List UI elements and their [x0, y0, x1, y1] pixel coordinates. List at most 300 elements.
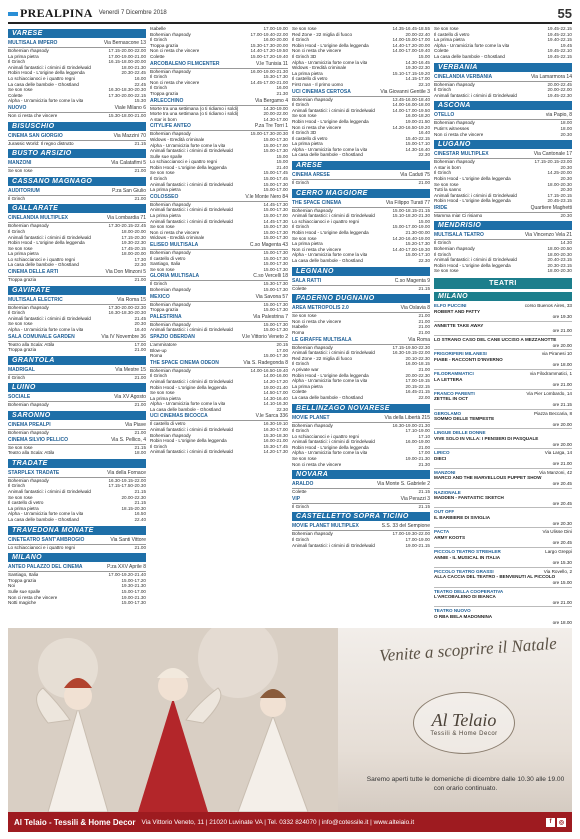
film-title: Animali fantastici: i crimini di Grindelwald [150, 181, 233, 187]
film-title: Animali fantastici: i crimini di Grindelwald [434, 92, 517, 98]
theatre-address: via Piranesi 10 [541, 351, 572, 357]
theatre-show: LA LETTERA [434, 376, 463, 382]
film-row [8, 517, 146, 523]
theatre-entry [434, 588, 572, 608]
theatre-address: via Filodrammatici, 1 [529, 370, 572, 376]
theatre-address: Via Ulisse Dini [542, 529, 572, 535]
film-times: 17.15-20.15-23.00 [534, 159, 572, 165]
film-title: Lo schiaccianoci e i quattro regni [292, 433, 359, 439]
cinema-name: PALESTRINA [150, 313, 182, 320]
film-title: Alpha - Un'amicizia forte come la vita [434, 42, 510, 48]
film-times: 14.00-16.50-19.40 [250, 367, 288, 373]
film-title: Robin Hood - L'origine della leggenda [434, 175, 511, 181]
film-times: 15.00-17.30 [263, 181, 288, 187]
film-times: 15.00-17.30 [263, 307, 288, 313]
film-title: Roma [150, 353, 163, 359]
newspaper-logo [8, 6, 93, 21]
film-times: 17.00-19.15 [405, 378, 430, 384]
film-title: La casa delle bambole - Ghostland [8, 516, 79, 522]
film-row [8, 450, 146, 456]
film-title: Il Grinch [8, 228, 26, 234]
film-times: 21.30 [276, 90, 288, 96]
film-times: 22.30 [418, 152, 430, 158]
film-times: 20.30-23.15 [547, 262, 572, 268]
cinema-name: CINEMA PREALPI [8, 422, 51, 428]
theatre-time: ore 15.00 [552, 579, 572, 585]
film-title: Troppa grazia [150, 307, 179, 313]
film-times: 21.00 [134, 402, 146, 408]
film-times: 16.40 [134, 327, 146, 333]
film-times: 14.30 [560, 240, 572, 246]
film-times: 17.00-19.00 [263, 26, 288, 31]
facebook-icon[interactable]: f [546, 818, 555, 827]
cinema-address: Via Savona 57 [255, 293, 288, 300]
film-times: 20.00-22.00 [547, 87, 572, 93]
theatre-venue: NAZIONALE [434, 489, 461, 495]
cinema-address: Quartiere Maghetti [530, 204, 572, 211]
film-times: 21.00 [418, 329, 430, 335]
film-title: Red Zone - 22 miglia di fuoco [292, 355, 353, 361]
film-times: 15.00-17.00 [263, 187, 288, 193]
cinema-name: MANZONI [8, 160, 32, 167]
film-title: La prima pietra [150, 213, 181, 219]
film-title: Colette [292, 389, 307, 395]
region-header: VERBANIA [434, 63, 572, 72]
theatre-time: ore 15.30 [552, 560, 572, 566]
cinema-name: THE SPACE CINEMA ODEON [150, 359, 219, 366]
film-row [150, 449, 288, 455]
region-header: SARONNO [8, 411, 146, 420]
cinema-address: Via S. Radegonda 8 [243, 359, 288, 366]
cinema-name: GLORIA MULTISALA [150, 273, 200, 280]
film-title: Robin Hood - L'origine della leggenda [434, 262, 511, 268]
film-title: Se son rose [8, 168, 33, 174]
film-times: 18.00-21.30 [121, 64, 146, 70]
theatre-address: Via Rovello, 2 [543, 568, 572, 574]
cinema-header [150, 412, 288, 421]
film-row [434, 132, 572, 138]
film-times: 14.35-16.45-18.55 [392, 26, 430, 31]
cinema-name: ANTEO PALAZZO DEL CINEMA [8, 564, 83, 571]
film-times: 19.45-22.10 [547, 31, 572, 37]
cinema-name: UCI CINEMAS BICOCCA [150, 413, 208, 420]
film-row [292, 504, 430, 510]
cinema-address: Via Perazzi 3 [400, 495, 430, 502]
film-times: 16.00-19.00-21.30 [250, 68, 288, 74]
film-times: 16.30-19.15-22.00 [392, 350, 430, 356]
film-title: Se son rose [292, 235, 317, 241]
cinema-address: V.le Sarca 336 [255, 413, 288, 420]
theatre-entry [434, 322, 572, 336]
film-times: 14.25-20.00 [547, 170, 572, 176]
film-times: 18.00-20.30 [547, 268, 572, 274]
cinema-header [8, 563, 146, 572]
film-times: 17.30-20.00-22.30 [108, 304, 146, 310]
film-title: Animali fantastici: i crimini di Grindelwald [150, 148, 233, 154]
cinema-name: MEXICO [150, 293, 170, 300]
film-times: 15.00 [276, 153, 288, 159]
film-title: Il castello di vetro [434, 31, 470, 37]
film-times: 17.00 [418, 450, 430, 456]
theatre-venue: FILODRAMMATICI [434, 370, 474, 376]
film-times: 21.00 [134, 347, 146, 353]
advertisement [8, 628, 572, 832]
film-times: 15.00-17.30 [263, 235, 288, 241]
region-header: NOVARA [292, 470, 430, 479]
film-title: Se son rose [8, 444, 33, 450]
film-times: 15.30-17.30 [263, 74, 288, 80]
cinema-address: Via Cantonale 17 [533, 151, 572, 158]
film-times: 15.00 [276, 159, 288, 165]
film-times: 15.00-17.30 [263, 207, 288, 213]
film-title: Alpha - Un'amicizia forte come la vita [292, 146, 368, 152]
film-times: 15.00-17.30 [263, 286, 288, 292]
region-header: BUSTO ARSIZIO [8, 149, 146, 158]
cinema-header [8, 132, 146, 141]
cinema-name: IRIDE [434, 204, 448, 211]
film-times: 15.00-17.30 [263, 148, 288, 154]
film-times: 14.00-16.00 [263, 373, 288, 379]
region-header: BELLINZAGO NOVARESE [292, 404, 430, 413]
theatre-entry [434, 390, 572, 410]
film-times: 15.30-17.45 [263, 443, 288, 449]
film-title: Il Grinch [8, 483, 26, 489]
film-times: 15.00-17.30 [121, 600, 146, 606]
film-times: 18.00 [560, 120, 572, 126]
film-times: 17.00 [276, 347, 288, 353]
cinema-header [150, 333, 288, 342]
instagram-icon[interactable]: ◎ [558, 819, 565, 826]
film-times: 14.30-19.00 [263, 105, 288, 111]
listings-column-1 [8, 26, 146, 624]
film-title: Bohemian rhapsody [150, 301, 191, 307]
film-times: 15.00-17.30 [263, 353, 288, 359]
theatre-venue: GEROLAMO [434, 410, 462, 416]
film-times: 14.20-16.50-19.20 [392, 124, 430, 130]
listings-column-4 [434, 26, 572, 624]
film-times: 14.30-16.45 [405, 59, 430, 65]
cinema-header [292, 88, 430, 97]
film-title: Robin Hood - L'origine della leggenda [292, 444, 369, 450]
film-title: Non ci resta che vincere [150, 79, 200, 85]
film-times: 17.00 [134, 341, 146, 347]
cinema-address: Via Lombardia 71 [106, 215, 146, 222]
film-times: 16.00-18.15 [405, 361, 430, 367]
film-title: Non ci resta che vincere [292, 246, 342, 252]
film-title: Noi [8, 583, 15, 589]
film-times: 21.45 [134, 315, 146, 321]
cinema-name: AREA METROPOLIS 2.0 [292, 305, 349, 312]
film-times: 22.30 [418, 258, 430, 263]
film-title: Alpha - Un'amicizia forte come la vita [8, 511, 84, 517]
cinema-name: AUDITORIUM [8, 187, 40, 194]
film-title: Il Grinch [434, 170, 452, 176]
film-times: 19.00-21.40 [263, 384, 288, 390]
film-title: Robin Hood - L'origine della leggenda [150, 384, 227, 390]
film-times: 20.30 [560, 212, 572, 218]
theatre-venue: PICCOLO TEATRO GRASSI [434, 568, 494, 574]
film-times: 14.45-17.30 [263, 201, 288, 207]
cinema-header [8, 436, 146, 445]
theatre-venue: TEATRO DELLA COOPERATIVA [434, 588, 504, 594]
region-header: GRANTOLA [8, 356, 146, 365]
film-title: Se son rose [292, 313, 317, 319]
film-row [434, 54, 572, 60]
film-times: 14.40-17.20-19.50 [250, 48, 288, 54]
film-times: 14.40-17.00-19.30 [392, 246, 430, 252]
film-times: 21.40 [276, 164, 288, 170]
film-title: Troppa grazia [8, 577, 37, 583]
film-title: Lo schiaccianoci e i quattro regni [8, 256, 75, 262]
film-times: 17.00-19.30-22.00 [392, 531, 430, 537]
theatre-show: ALLA CACCIA DEL TEATRO - BENVENUTI AL PICCOLO [434, 574, 556, 580]
theatre-entry [434, 469, 572, 489]
film-title: Bohemian rhapsody [150, 286, 191, 292]
film-title: Isabelle [150, 26, 166, 31]
cinema-name: SPAZIO OBERDAN [150, 333, 195, 340]
film-times: 19.30-22.30 [405, 65, 430, 71]
cinema-name: MOVIE PLANET [292, 414, 330, 421]
film-times: 19.45-22.15 [547, 26, 572, 31]
region-header: ARESE [292, 161, 430, 170]
film-times: 16.30-19.15-22.00 [108, 477, 146, 483]
film-row [8, 375, 146, 381]
cinema-name: CINEMA ARESE [292, 172, 330, 179]
film-title: Bohemian rhapsody [150, 432, 191, 438]
theatre-venue: TEATRO NUOVO [434, 608, 471, 614]
film-title: Animali fantastici: i crimini di Grindelwald [150, 427, 233, 433]
film-times: 16.00-19.00 [405, 439, 430, 445]
cinema-name: ARALDO [292, 481, 314, 488]
theatre-address: Via Pier Lombardo, 14 [526, 390, 572, 396]
film-times: 15.40-22.15 [405, 135, 430, 141]
film-times: 20.30 [134, 321, 146, 327]
film-title: Troppa grazia [8, 347, 37, 353]
ad-brand-name: Al Telaio [431, 709, 497, 730]
film-row [8, 168, 146, 174]
film-title: Bohemian rhapsody [292, 96, 333, 102]
theatre-entry [434, 508, 572, 528]
film-title: Il Grinch 3D [292, 130, 317, 136]
film-title: Il Grinch [150, 281, 168, 287]
film-times: 17.15-19.50-22.30 [392, 344, 430, 350]
ad-opening-note: Saremo aperti tutte le domeniche di dicembre dalle 10.30 alle 19.00 con orario continuato. [366, 776, 565, 792]
film-times: 21.30-00.00 [405, 230, 430, 236]
film-row [292, 258, 430, 264]
theatre-time: ore 20.30 [552, 520, 572, 526]
film-title: Il Grinch [292, 180, 310, 186]
film-title: Colette [150, 53, 165, 59]
film-row [150, 327, 288, 333]
film-times: 15.00-17.30 [263, 136, 288, 142]
film-row [8, 347, 146, 353]
film-title: Il Grinch [150, 74, 168, 80]
listings-column-3 [292, 26, 430, 624]
film-times: 19.30-22.30 [121, 240, 146, 246]
film-times: 16.00-18.20 [405, 113, 430, 119]
film-title: Bohemian rhapsody [8, 402, 49, 408]
film-times: 14.50-17.00 [263, 390, 288, 396]
theatre-time: ore 18.00 [552, 362, 572, 368]
theatre-show: MARCO AND THE MARVELLOUS PUPPET SHOW [434, 475, 542, 481]
theatre-show: SOMMO DELLE TEMPESTE [434, 416, 495, 422]
film-title: Se son rose [434, 268, 459, 274]
film-title: Il Grinch [292, 503, 310, 509]
film-times: 17.00-19.00 [405, 537, 430, 543]
teatri-header: TEATRI [434, 278, 572, 289]
film-title: Bohemian rhapsody [8, 430, 49, 435]
theatre-venue: PACTA [434, 529, 450, 535]
film-times: 20.40-23.15 [547, 257, 572, 263]
ad-angels-illustration [8, 628, 338, 812]
film-times: 15.00 [418, 53, 430, 59]
film-times: 15.00-17.45 [263, 176, 288, 182]
film-title: Troppa grazia [150, 90, 179, 96]
film-title: Teatro alla Scala: Attila [8, 450, 55, 456]
film-title: La prima pietra [150, 187, 181, 193]
theatre-venue: PICCOLO TEATRO STREHLER [434, 549, 501, 554]
film-title: Il Grinch [150, 85, 168, 91]
film-title: Santiago, Italia [8, 572, 39, 578]
theatre-time: ore 21.00 [552, 328, 572, 334]
film-title: Bohemian rhapsody [150, 367, 191, 373]
film-title: Se son rose [292, 26, 317, 31]
film-title: Il Grinch [292, 537, 310, 543]
film-title: A star is born [434, 164, 461, 170]
film-title: Il Grinch [150, 373, 168, 379]
film-times: 18.15-20.30 [121, 505, 146, 511]
cinema-address: Via XV Agosto [114, 394, 146, 401]
theatre-time: ore 20.00 [552, 441, 572, 447]
cinema-header [150, 241, 288, 250]
film-times: 14.45-17.00-21.00 [250, 79, 288, 85]
cinema-name: COLOSSEO [150, 193, 179, 200]
cinema-name: ARCOBALENO FILMCENTER [150, 60, 220, 67]
film-times: 15.00-17.20-19.40 [250, 53, 288, 59]
film-times: 16.45-21.15 [405, 389, 430, 395]
cinema-header [8, 536, 146, 545]
cinema-header [434, 150, 572, 159]
film-times: 21.15 [134, 488, 146, 494]
cinema-name: ARLECCHINO [150, 97, 184, 104]
film-times: 14.20-17.30 [263, 449, 288, 455]
theatre-entry [434, 410, 572, 430]
region-header: GALLARATE [8, 204, 146, 213]
film-title: Bohemian rhapsody [150, 131, 191, 137]
film-times: 19.00-21.30 [405, 456, 430, 462]
film-times: 21.00 [418, 180, 430, 186]
film-times: 15.30-17.30-20.00 [250, 42, 288, 48]
film-title: La casa delle bambole - Ghostland [434, 53, 505, 59]
film-times: 14.20-17.20 [263, 378, 288, 384]
film-title: Isabelle [292, 324, 308, 330]
theatre-time: ore 20.45 [552, 500, 572, 506]
film-times: 21.00 [134, 430, 146, 435]
ad-contact-bar [8, 812, 572, 832]
cinema-header [8, 104, 146, 113]
film-title: La prima pietra [8, 53, 39, 59]
region-header: MILANO [8, 553, 146, 562]
page-header [8, 4, 572, 24]
film-times: 14.40-17.20-20.00 [392, 42, 430, 48]
film-times: 13.45-16.00-18.40 [392, 96, 430, 102]
cinema-header [434, 204, 572, 213]
film-times: 19.00-21.50 [405, 118, 430, 124]
film-times: 15.00-17.45 [263, 170, 288, 176]
film-title: Il Grinch [8, 59, 26, 65]
region-header: CASSANO MAGNAGO [8, 177, 146, 186]
film-times: 17.15-20.30 [121, 234, 146, 240]
film-title: Lo schiaccianoci e i quattro regni [8, 75, 75, 81]
film-times: 17.30 [134, 256, 146, 262]
film-title: Alpha - Un'amicizia forte come la vita [292, 59, 368, 65]
cinema-address: Via della Fornace [107, 469, 146, 476]
film-times: 16.00-21.00 [263, 438, 288, 444]
theatre-entry [434, 302, 572, 322]
cinema-address: Via Roma [408, 336, 430, 343]
film-times: 15.00-17.00 [121, 588, 146, 594]
film-times: 19.45 [560, 42, 572, 48]
theatre-address: Via Larga, 14 [544, 450, 572, 456]
film-title: La casa delle bambole - Ghostland [292, 152, 363, 158]
cinema-address: Via Lamarmora 14 [530, 73, 572, 80]
film-title: Animali fantastici: i crimini di Grindelwald [8, 234, 91, 240]
film-times: 20.10-22.30 [405, 355, 430, 361]
film-title: Il Grinch [150, 37, 168, 43]
film-times: 18.00-20.30 [547, 181, 572, 187]
film-title: La prima pietra [292, 383, 323, 389]
cinema-name: MULTISALA TEATRO [434, 232, 484, 239]
film-times: 20.00-22.00 [263, 111, 288, 117]
film-row [8, 402, 146, 408]
film-title: Alpha - Un'amicizia forte come la vita [150, 142, 226, 148]
cinema-address: V.le Tunisia 11 [256, 60, 288, 67]
film-times: 16.30-17.00 [263, 427, 288, 433]
film-title: Notti magiche [8, 600, 37, 606]
film-title: Robin Hood - L'origine della leggenda [292, 230, 369, 236]
film-times: 14.30-17.00 [263, 116, 288, 122]
region-header: LEGNANO [292, 267, 430, 276]
cinema-address: S.S. 33 del Sempione [381, 523, 430, 530]
film-row [8, 113, 146, 119]
film-times: 21.00 [134, 168, 146, 174]
film-times: 19.45-22.10 [547, 48, 572, 54]
film-title: Il Grinch [292, 37, 310, 43]
cinema-address: Via Giovanni Gentile 3 [380, 88, 430, 95]
film-times: 21.00 [418, 318, 430, 324]
film-title: La casa delle bambole - Ghostland [292, 394, 363, 400]
film-title: Sulle sue spalle [150, 153, 183, 159]
film-times: 17.10 [418, 433, 430, 439]
theatre-address: Largo Greppi [545, 549, 572, 554]
film-times: 15.10-17.15-19.20 [392, 70, 430, 76]
theatre-address: corso Buenos Aires, 33 [524, 303, 572, 309]
film-title: Il Grinch [292, 102, 310, 108]
film-times: 15.00-17.30 [263, 250, 288, 255]
film-times: 18.00-20.00 [121, 228, 146, 234]
film-title: Bohemian rhapsody [434, 246, 475, 252]
theatre-entry [434, 607, 572, 624]
theatre-entry [434, 568, 572, 588]
film-title: Robin Hood - L'origine della leggenda [150, 164, 227, 170]
cinema-address: Via Palestrina 7 [253, 313, 288, 320]
film-title: Se son rose [8, 245, 33, 251]
logo-text: PREALPINA [20, 5, 93, 20]
film-times: 20.30 [560, 131, 572, 137]
film-times: 14.30-16.40 [263, 395, 288, 401]
film-times: 21.15 [418, 285, 430, 291]
theatre-entry [434, 336, 572, 350]
